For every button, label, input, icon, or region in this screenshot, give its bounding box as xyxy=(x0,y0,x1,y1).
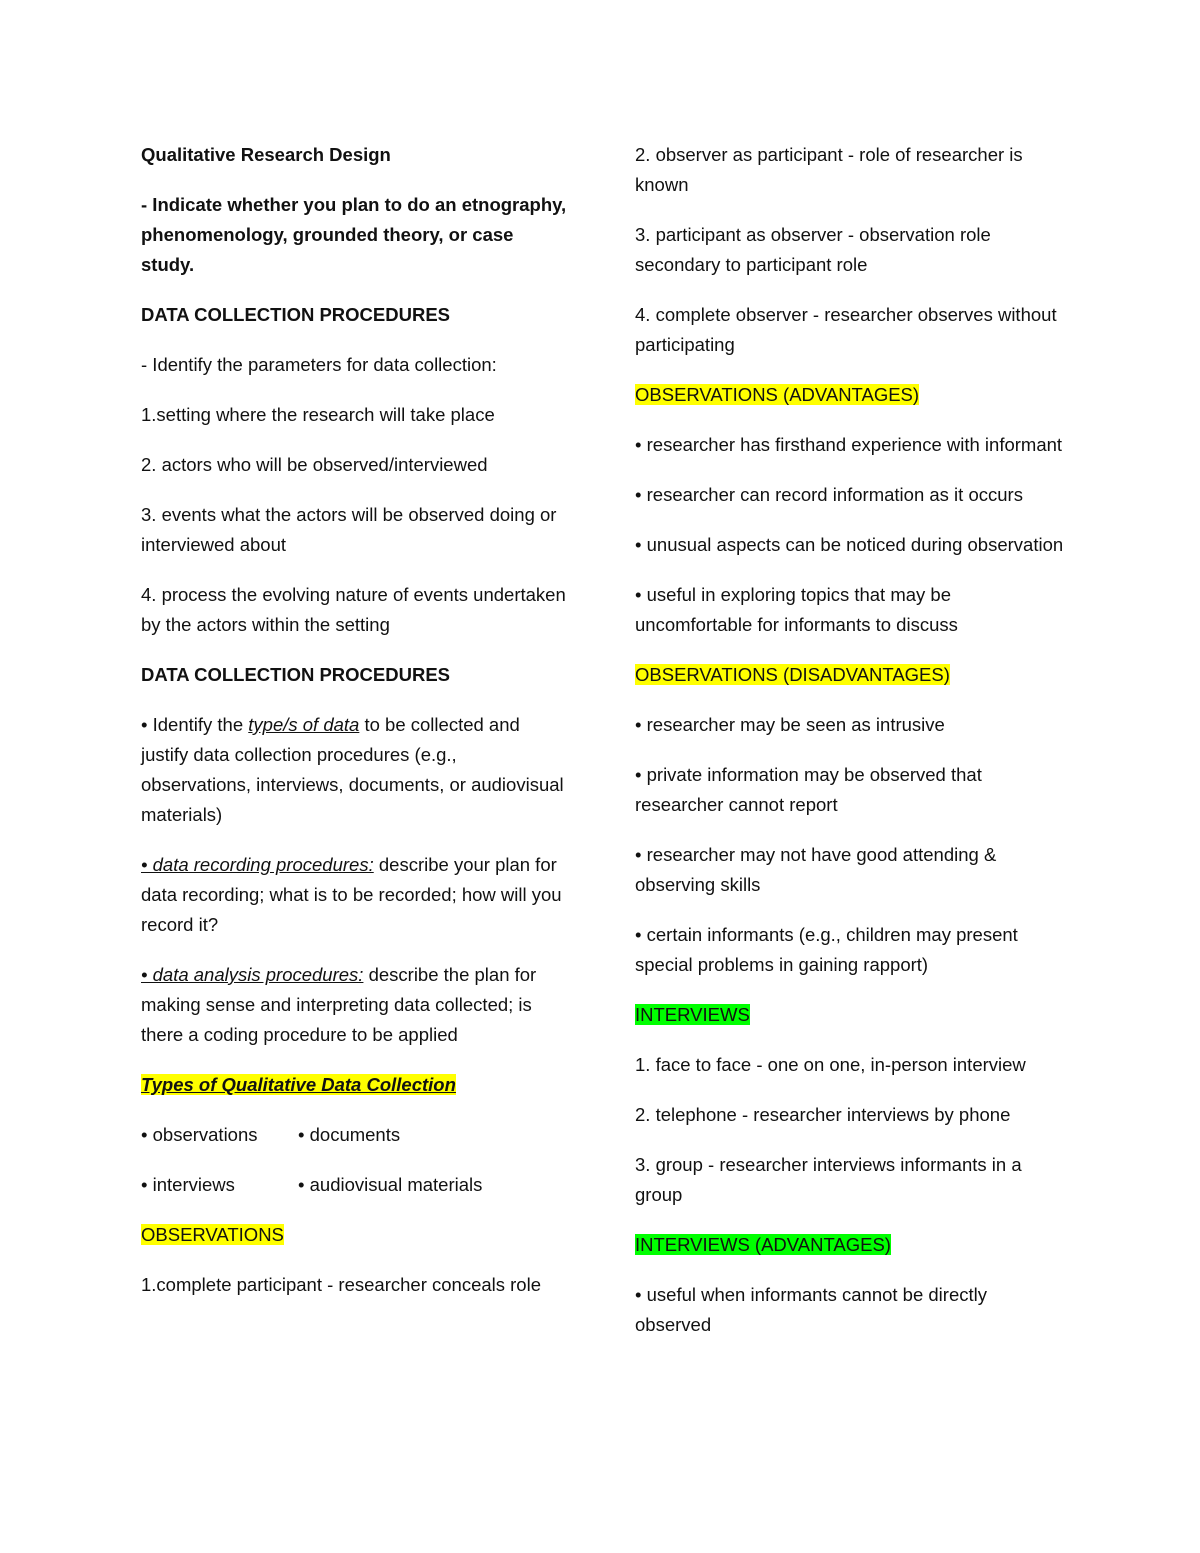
parameter-setting: 1.setting where the research will take place xyxy=(141,404,495,425)
right-column xyxy=(635,140,1065,1360)
recording-procedures-label: • data recording procedures: xyxy=(141,854,374,875)
section-heading-data-collection-1: DATA COLLECTION PROCEDURES xyxy=(141,304,451,325)
document-title: Qualitative Research Design xyxy=(141,144,391,165)
interviews-advantages-heading-paragraph xyxy=(635,1230,1065,1260)
disadvantage-item: • certain informants (e.g., children may present special problems in gaining rapport) xyxy=(635,924,1018,975)
interviews-heading: INTERVIEWS xyxy=(635,1004,750,1025)
types-heading-paragraph xyxy=(141,1070,571,1100)
section-heading-data-collection-2: DATA COLLECTION PROCEDURES xyxy=(141,664,451,685)
interview-face-to-face: 1. face to face - one on one, in-person interview xyxy=(635,1054,1026,1075)
types-heading: Types of Qualitative Data Collection xyxy=(141,1074,456,1095)
parameter-process: 4. process the evolving nature of events undertaken by the actors within the setting xyxy=(141,584,566,635)
analysis-procedures-paragraph xyxy=(141,960,571,1050)
interview-advantage-item: • useful when informants cannot be directly observed xyxy=(635,1284,987,1335)
disadvantage-item: • researcher may be seen as intrusive xyxy=(635,714,945,735)
observations-heading: OBSERVATIONS xyxy=(141,1224,284,1245)
observation-observer-as-participant: 2. observer as participant - role of researcher is known xyxy=(635,144,1023,195)
types-row-2 xyxy=(141,1170,571,1200)
interviews-advantages-heading: INTERVIEWS (ADVANTAGES) xyxy=(635,1234,891,1255)
observation-complete-observer: 4. complete observer - researcher observes without participating xyxy=(635,304,1057,355)
observations-heading-paragraph xyxy=(141,1220,571,1250)
analysis-procedures-label: • data analysis procedures: xyxy=(141,964,364,985)
interview-group: 3. group - researcher interviews informants in a group xyxy=(635,1154,1022,1205)
advantage-item: • researcher has firsthand experience with informant xyxy=(635,434,1063,455)
type-audiovisual: • audiovisual materials xyxy=(298,1174,483,1195)
recording-procedures-text: describe your plan for data recording; what is to be recorded; how will you record it? xyxy=(141,854,562,935)
type-observations: • observations xyxy=(141,1124,258,1145)
advantage-item: • useful in exploring topics that may be uncomfortable for informants to discuss xyxy=(635,584,958,635)
types-of-data-paragraph xyxy=(141,710,571,830)
recording-procedures-paragraph xyxy=(141,850,571,940)
observations-advantages-heading: OBSERVATIONS (ADVANTAGES) xyxy=(635,384,920,405)
interviews-heading-paragraph xyxy=(635,1000,1065,1030)
left-column xyxy=(141,140,571,1320)
type-documents: • documents xyxy=(298,1124,401,1145)
parameter-events: 3. events what the actors will be observed doing or interviewed about xyxy=(141,504,557,555)
types-row-1 xyxy=(141,1120,571,1150)
disadvantages-heading-paragraph xyxy=(635,660,1065,690)
parameter-actors: 2. actors who will be observed/interviewed xyxy=(141,454,488,475)
interview-telephone: 2. telephone - researcher interviews by phone xyxy=(635,1104,1011,1125)
analysis-procedures-text: describe the plan for making sense and interpreting data collected; is there a coding procedure to be applied xyxy=(141,964,537,1045)
disadvantage-item: • private information may be observed that researcher cannot report xyxy=(635,764,982,815)
disadvantage-item: • researcher may not have good attending & observing skills xyxy=(635,844,997,895)
advantage-item: • unusual aspects can be noticed during observation xyxy=(635,534,1064,555)
advantage-item: • researcher can record information as it occurs xyxy=(635,484,1023,505)
types-of-data-emphasis: type/s of data xyxy=(248,714,360,735)
identify-parameters: - Identify the parameters for data collection: xyxy=(141,354,497,375)
observations-disadvantages-heading: OBSERVATIONS (DISADVANTAGES) xyxy=(635,664,950,685)
type-interviews: • interviews xyxy=(141,1174,235,1195)
intro-paragraph: - Indicate whether you plan to do an etnography, phenomenology, grounded theory, or case study. xyxy=(141,194,567,275)
observation-participant-as-observer: 3. participant as observer - observation role secondary to participant role xyxy=(635,224,991,275)
types-post-text: to be collected and justify data collection procedures (e.g., observations, interviews, documents, or audiovisual materials) xyxy=(141,714,564,825)
types-pre-text: • Identify the xyxy=(141,714,249,735)
advantages-heading-paragraph xyxy=(635,380,1065,410)
observation-complete-participant: 1.complete participant - researcher conceals role xyxy=(141,1274,541,1295)
